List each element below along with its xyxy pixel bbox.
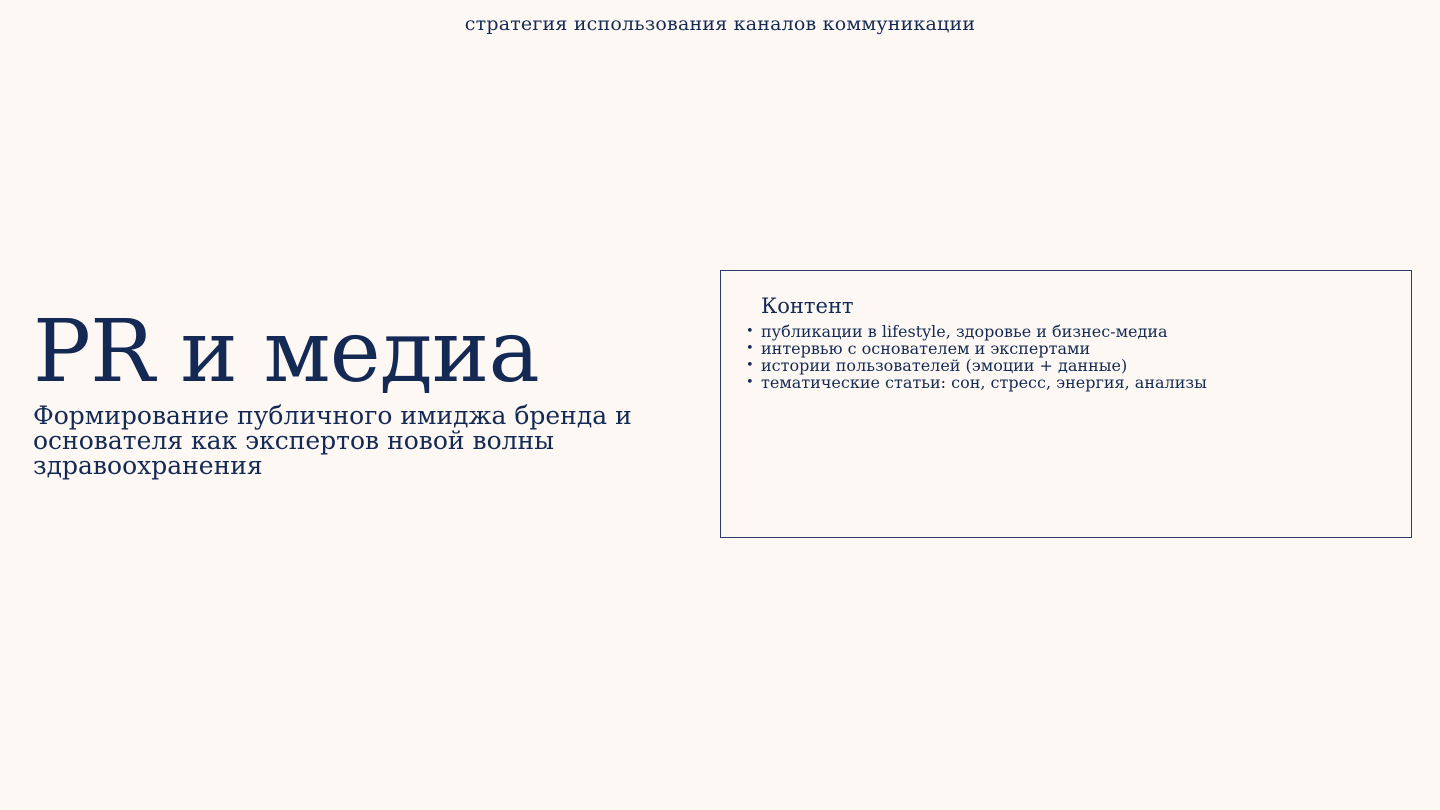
content-inner — [746, 293, 1381, 392]
bullet-icon: • — [746, 358, 754, 373]
content-heading: Контент — [761, 294, 854, 318]
content-list-item — [746, 373, 1381, 392]
content-list-item-text: интервью с основателем и экспертами — [761, 339, 1091, 358]
slide-subtitle: Формирование публичного имиджа бренда и основателя как экспертов новой волны здравоохранения — [33, 401, 632, 480]
content-list-item — [746, 339, 1381, 358]
slide-title: PR и медиа — [33, 302, 539, 402]
content-list — [746, 322, 1381, 392]
bullet-icon: • — [746, 375, 754, 390]
content-list-item — [746, 356, 1381, 375]
bullet-icon: • — [746, 324, 754, 339]
bullet-icon: • — [746, 341, 754, 356]
content-list-item-text: тематические статьи: сон, стресс, энергия, анализы — [761, 373, 1207, 392]
content-list-item-text: публикации в lifestyle, здоровье и бизнес-медиа — [761, 322, 1168, 341]
content-list-item — [746, 322, 1381, 341]
section-header: стратегия использования каналов коммуникации — [464, 13, 976, 35]
title-block — [33, 302, 653, 480]
content-box — [720, 270, 1412, 538]
content-list-item-text: истории пользователей (эмоции + данные) — [761, 356, 1128, 375]
